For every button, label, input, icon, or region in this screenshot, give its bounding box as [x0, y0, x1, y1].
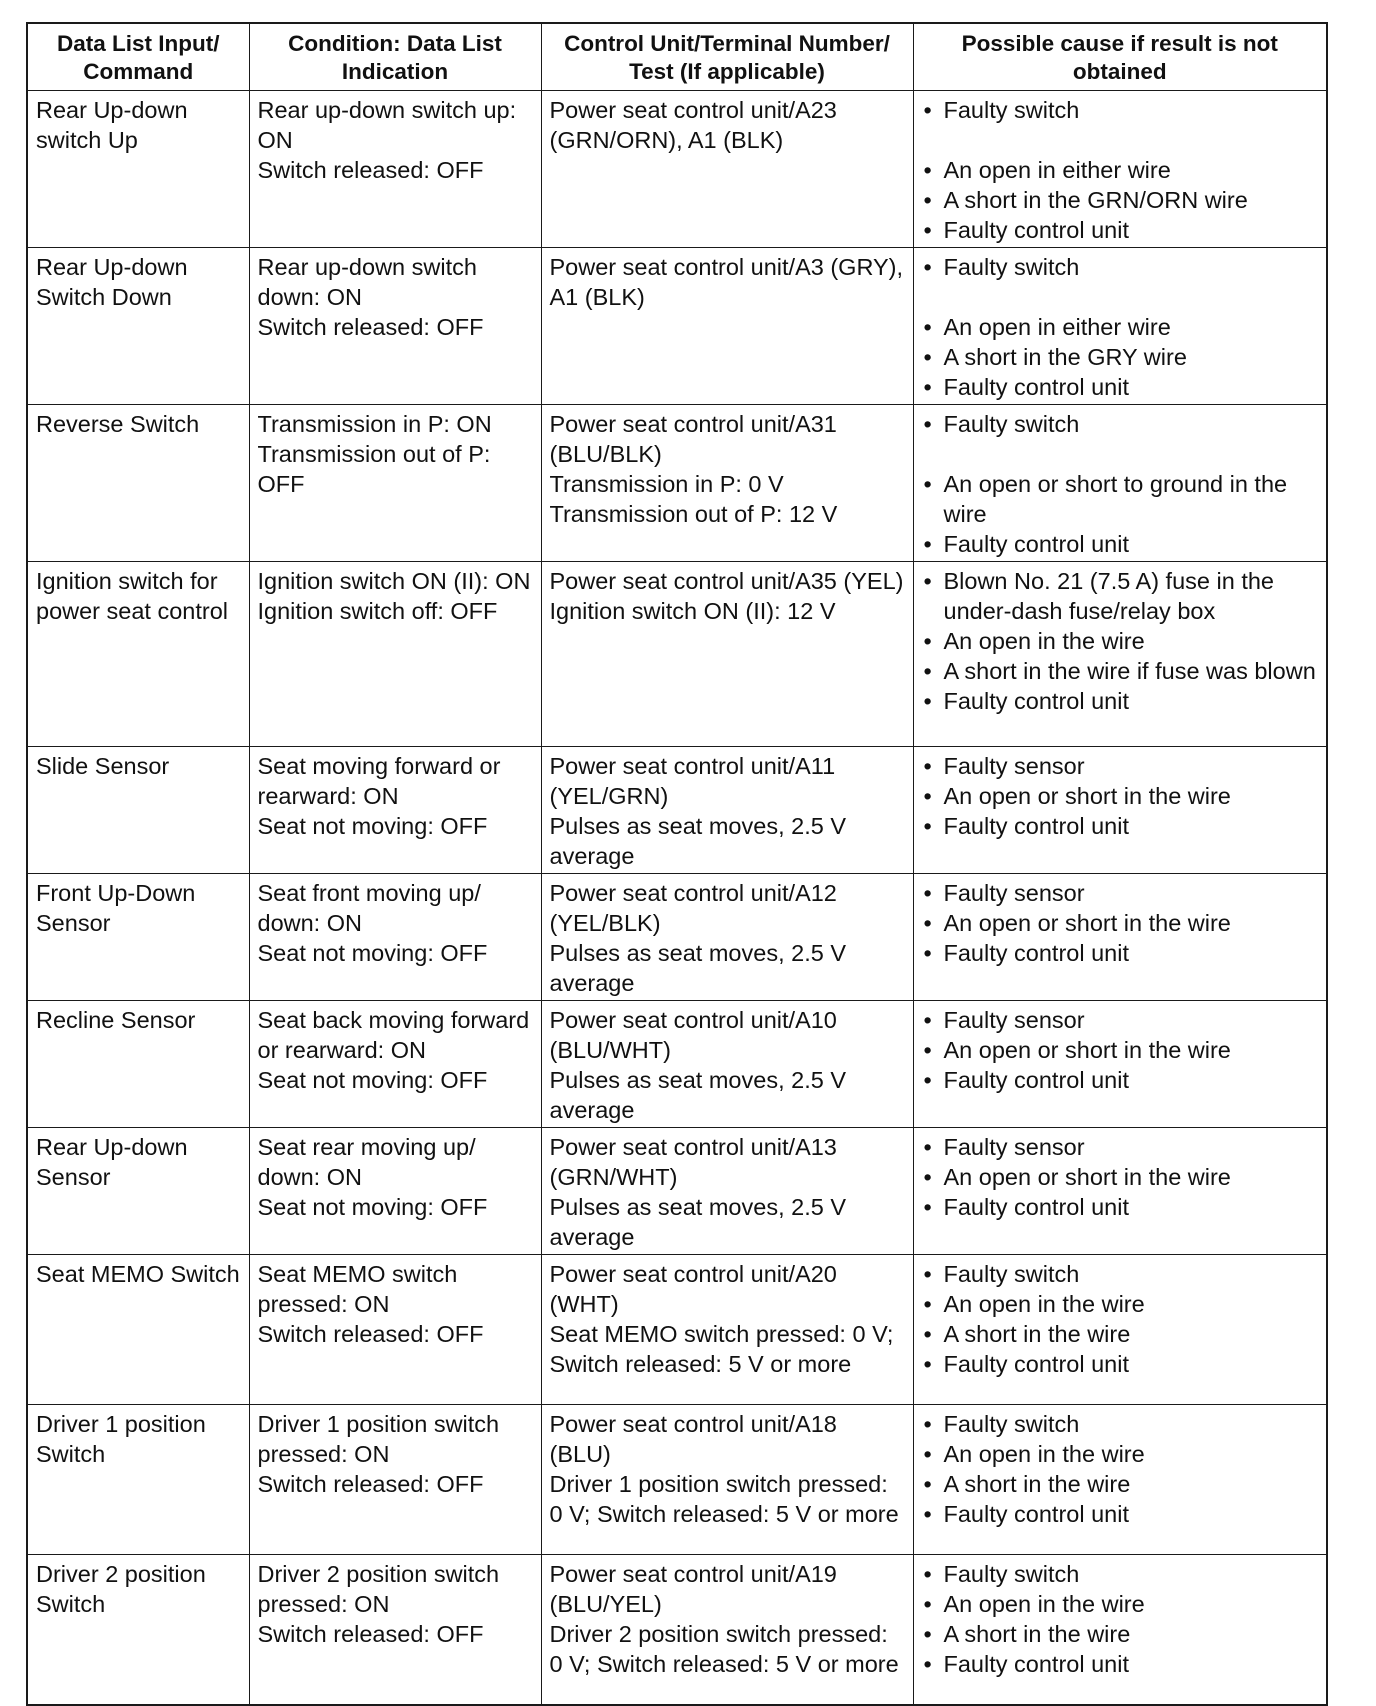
terminal-line: Ignition switch ON (II): 12 V [549, 598, 836, 624]
condition-line: Switch released: OFF [257, 1321, 484, 1347]
terminal-line: Power seat control unit/A18 (BLU) [549, 1411, 837, 1467]
terminal-line: Transmission in P: 0 V [549, 471, 784, 497]
cell-input: Driver 1 position Switch [27, 1405, 249, 1555]
cell-input: Rear Up-down Switch Down [27, 248, 249, 405]
condition-line: Seat not moving: OFF [257, 1194, 488, 1220]
cause-item: • Faulty switch [922, 252, 1319, 282]
condition-line: Driver 1 position switch pressed: ON [257, 1411, 500, 1467]
cell-causes [913, 874, 1327, 1001]
terminal-line: Power seat control unit/A12 (YEL/BLK) [549, 880, 837, 936]
terminal-line: Pulses as seat moves, 2.5 V average [549, 940, 847, 996]
cause-item: • Faulty sensor [922, 751, 1319, 781]
cause-item: • An open or short in the wire [922, 781, 1319, 811]
cause-item: • Faulty control unit [922, 529, 1319, 559]
cause-list [922, 1409, 1319, 1529]
condition-line: Rear up-down switch up: ON [257, 97, 517, 153]
terminal-line: Seat MEMO switch pressed: 0 V; Switch released: 5 V or more [549, 1321, 894, 1377]
terminal-line: Power seat control unit/A13 (GRN/WHT) [549, 1134, 837, 1190]
header-terminal: Control Unit/Terminal Number/ Test (If applicable) [541, 23, 913, 91]
cause-item: • Faulty switch [922, 95, 1319, 125]
terminal-line: Power seat control unit/A19 (BLU/YEL) [549, 1561, 837, 1617]
condition-line: Transmission in P: ON [257, 411, 492, 437]
header-row [27, 23, 1327, 91]
cause-item: • Faulty control unit [922, 1192, 1319, 1222]
cause-list [922, 566, 1319, 716]
cell-terminal [541, 1555, 913, 1706]
cell-input: Seat MEMO Switch [27, 1255, 249, 1405]
condition-line: Switch released: OFF [257, 157, 484, 183]
cause-list [922, 1132, 1319, 1222]
header-input-command: Data List Input/ Command [27, 23, 249, 91]
cause-list [922, 878, 1319, 968]
condition-line: Seat MEMO switch pressed: ON [257, 1261, 458, 1317]
cell-input: Rear Up-down switch Up [27, 91, 249, 248]
condition-line: Seat rear moving up/ down: ON [257, 1134, 476, 1190]
condition-line: Seat back moving forward or rearward: ON [257, 1007, 530, 1063]
cause-item: • An open or short in the wire [922, 908, 1319, 938]
cell-causes [913, 562, 1327, 747]
cause-item: • Faulty control unit [922, 215, 1319, 245]
terminal-line: Pulses as seat moves, 2.5 V average [549, 813, 847, 869]
cell-input: Ignition switch for power seat control [27, 562, 249, 747]
condition-line: Seat not moving: OFF [257, 1067, 488, 1093]
cell-causes [913, 91, 1327, 248]
header-condition: Condition: Data List Indication [249, 23, 541, 91]
cause-item: • An open in the wire [922, 1439, 1319, 1469]
cause-item: • A short in the GRY wire [922, 342, 1319, 372]
cause-item: • An open in the wire [922, 1589, 1319, 1619]
cause-item: • A short in the wire [922, 1619, 1319, 1649]
cause-item: • Faulty control unit [922, 1349, 1319, 1379]
table-row [27, 747, 1327, 874]
cell-condition [249, 405, 541, 562]
cell-condition [249, 562, 541, 747]
cell-causes [913, 1555, 1327, 1706]
cell-causes [913, 248, 1327, 405]
cell-terminal [541, 248, 913, 405]
cause-item: • A short in the GRN/ORN wire [922, 185, 1319, 215]
cause-item: • Faulty sensor [922, 878, 1319, 908]
cell-terminal [541, 562, 913, 747]
cause-item: • An open or short in the wire [922, 1162, 1319, 1192]
cause-item: • Faulty sensor [922, 1132, 1319, 1162]
condition-line: Switch released: OFF [257, 1471, 484, 1497]
cell-causes [913, 405, 1327, 562]
cell-terminal [541, 1001, 913, 1128]
cause-item: • Faulty control unit [922, 1649, 1319, 1679]
table-row [27, 248, 1327, 405]
terminal-line: Power seat control unit/A31 (BLU/BLK) [549, 411, 837, 467]
table-row [27, 1405, 1327, 1555]
data-list-table [26, 22, 1328, 1706]
cell-condition [249, 1255, 541, 1405]
terminal-line: Pulses as seat moves, 2.5 V average [549, 1067, 847, 1123]
cause-item: • Faulty control unit [922, 372, 1319, 402]
table-row [27, 1128, 1327, 1255]
terminal-line: Power seat control unit/A11 (YEL/GRN) [549, 753, 836, 809]
cause-item: • Faulty control unit [922, 686, 1319, 716]
condition-line: Seat front moving up/ down: ON [257, 880, 481, 936]
cause-item: • Faulty control unit [922, 1499, 1319, 1529]
condition-line: Switch released: OFF [257, 1621, 484, 1647]
cause-item: • An open in either wire [922, 155, 1319, 185]
cause-item: • Faulty sensor [922, 1005, 1319, 1035]
cause-item: • Faulty switch [922, 409, 1319, 439]
cause-item: • Faulty switch [922, 1559, 1319, 1589]
cell-input: Driver 2 position Switch [27, 1555, 249, 1706]
condition-line: Ignition switch off: OFF [257, 598, 498, 624]
cause-list [922, 1005, 1319, 1095]
terminal-line: Driver 1 position switch pressed: 0 V; Switch released: 5 V or more [549, 1471, 899, 1527]
condition-line: Driver 2 position switch pressed: ON [257, 1561, 500, 1617]
cell-terminal [541, 405, 913, 562]
terminal-line: Power seat control unit/A23 (GRN/ORN), A1 (BLK) [549, 97, 837, 153]
table-row [27, 874, 1327, 1001]
table-row [27, 562, 1327, 747]
condition-line: Seat not moving: OFF [257, 813, 488, 839]
cause-item: • A short in the wire [922, 1469, 1319, 1499]
header-possible-cause: Possible cause if result is not obtained [913, 23, 1327, 91]
cause-list [922, 751, 1319, 841]
cell-causes [913, 1128, 1327, 1255]
cause-list [922, 95, 1319, 245]
cell-input: Rear Up-down Sensor [27, 1128, 249, 1255]
document-page [26, 22, 1326, 1677]
cause-item: • Blown No. 21 (7.5 A) fuse in the under-dash fuse/relay box [922, 566, 1319, 626]
terminal-line: Pulses as seat moves, 2.5 V average [549, 1194, 847, 1250]
cause-item: • Faulty control unit [922, 811, 1319, 841]
cell-input: Reverse Switch [27, 405, 249, 562]
cell-condition [249, 91, 541, 248]
table-row [27, 1555, 1327, 1706]
cell-causes [913, 747, 1327, 874]
terminal-line: Power seat control unit/A35 (YEL) [549, 568, 904, 594]
condition-line: Seat not moving: OFF [257, 940, 488, 966]
condition-line: Rear up-down switch down: ON [257, 254, 477, 310]
cause-item: • A short in the wire [922, 1319, 1319, 1349]
cell-terminal [541, 91, 913, 248]
cell-condition [249, 1405, 541, 1555]
cell-terminal [541, 1405, 913, 1555]
table-row [27, 1001, 1327, 1128]
condition-line: Switch released: OFF [257, 314, 484, 340]
cause-item: • Faulty switch [922, 1259, 1319, 1289]
cause-item: • An open in either wire [922, 312, 1319, 342]
cause-list [922, 1559, 1319, 1679]
cell-input: Front Up-Down Sensor [27, 874, 249, 1001]
cell-causes [913, 1405, 1327, 1555]
terminal-line: Power seat control unit/A3 (GRY), A1 (BLK) [549, 254, 904, 310]
condition-line: Seat moving forward or rearward: ON [257, 753, 501, 809]
table-row [27, 91, 1327, 248]
cell-condition [249, 1555, 541, 1706]
cause-item: • A short in the wire if fuse was blown [922, 656, 1319, 686]
cell-causes [913, 1255, 1327, 1405]
cell-terminal [541, 874, 913, 1001]
cause-item: • An open or short to ground in the wire [922, 469, 1319, 529]
cell-condition [249, 747, 541, 874]
cell-input: Slide Sensor [27, 747, 249, 874]
terminal-line: Power seat control unit/A10 (BLU/WHT) [549, 1007, 837, 1063]
cell-terminal [541, 1128, 913, 1255]
cell-causes [913, 1001, 1327, 1128]
table-row [27, 1255, 1327, 1405]
cell-condition [249, 874, 541, 1001]
cell-input: Recline Sensor [27, 1001, 249, 1128]
cell-condition [249, 1128, 541, 1255]
cause-item: • Faulty switch [922, 1409, 1319, 1439]
cell-condition [249, 1001, 541, 1128]
cause-item: • Faulty control unit [922, 938, 1319, 968]
cause-item: • An open in the wire [922, 1289, 1319, 1319]
condition-line: Transmission out of P: OFF [257, 441, 491, 497]
cause-item: • An open in the wire [922, 626, 1319, 656]
table-row [27, 405, 1327, 562]
cause-list [922, 409, 1319, 559]
terminal-line: Driver 2 position switch pressed: 0 V; Switch released: 5 V or more [549, 1621, 899, 1677]
terminal-line: Transmission out of P: 12 V [549, 501, 838, 527]
cause-item: • Faulty control unit [922, 1065, 1319, 1095]
cause-list [922, 1259, 1319, 1379]
cell-terminal [541, 1255, 913, 1405]
cell-terminal [541, 747, 913, 874]
cause-item: • An open or short in the wire [922, 1035, 1319, 1065]
cause-list [922, 252, 1319, 402]
condition-line: Ignition switch ON (II): ON [257, 568, 531, 594]
cell-condition [249, 248, 541, 405]
terminal-line: Power seat control unit/A20 (WHT) [549, 1261, 837, 1317]
